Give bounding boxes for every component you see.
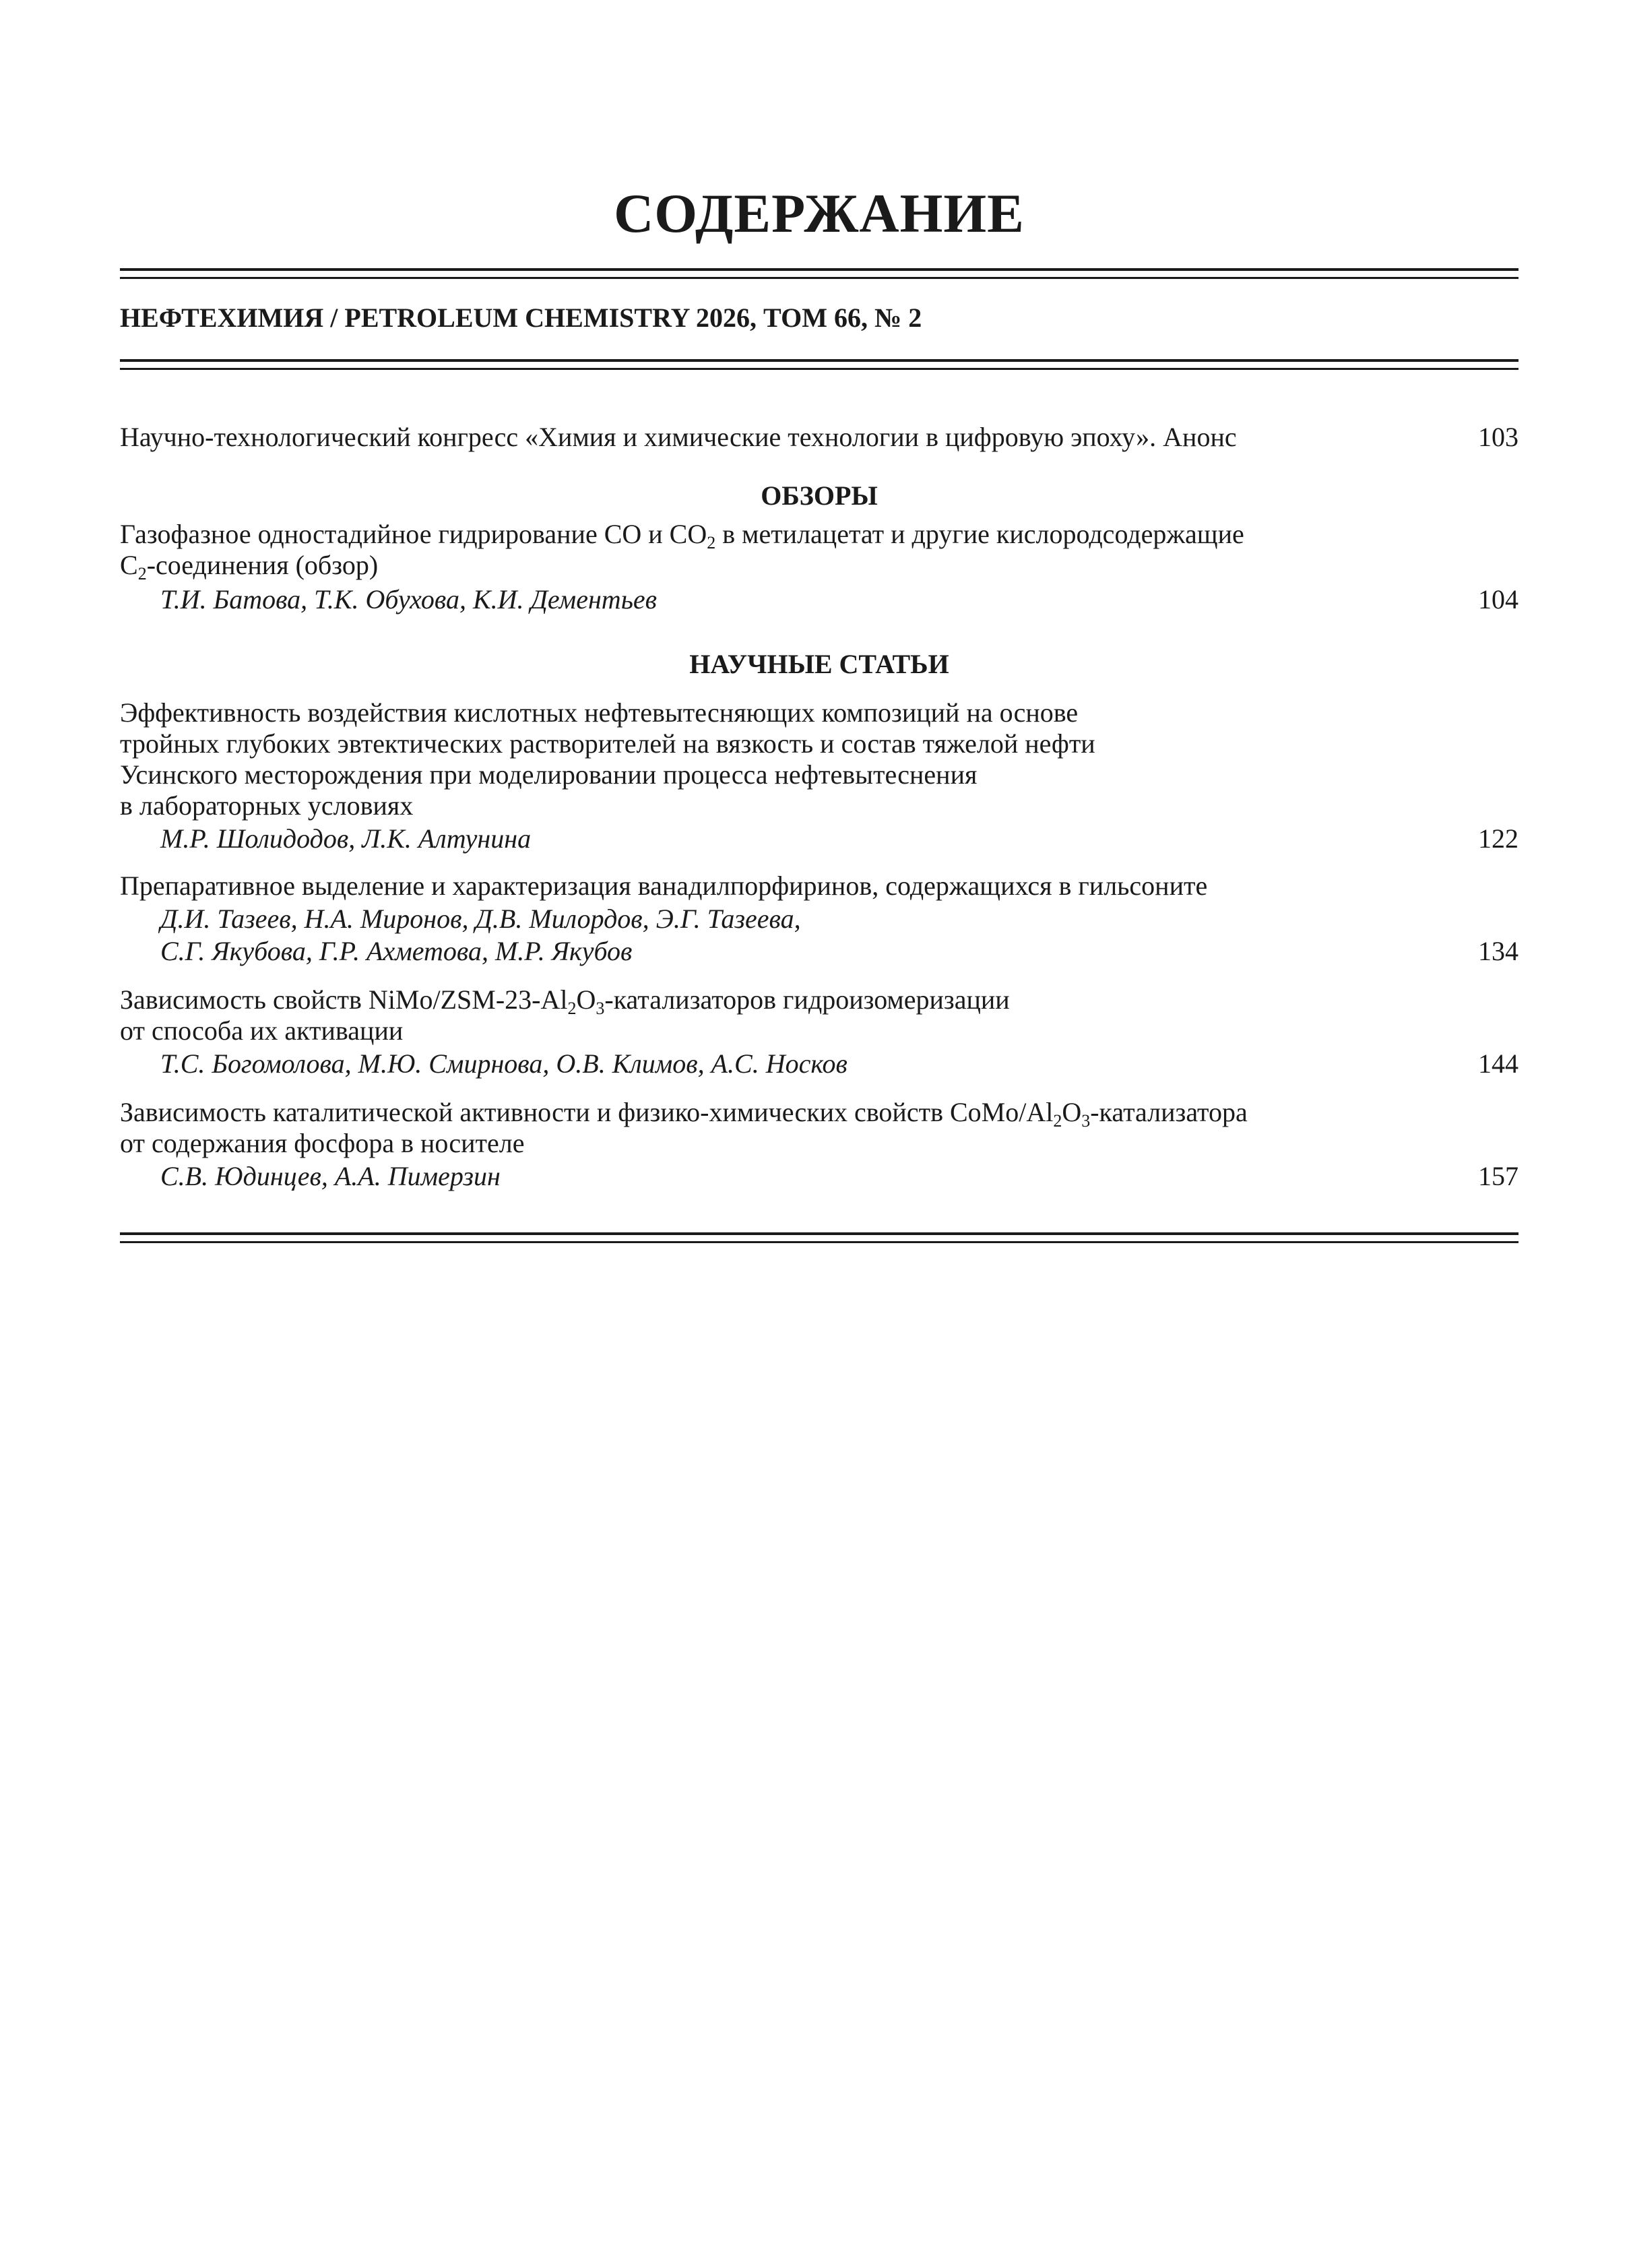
entry-page-number: 122 (1478, 823, 1518, 854)
entry-page-number: 157 (1478, 1161, 1518, 1191)
entry-title-line: Препаративное выделение и характеризация ванадилпорфиринов, содержащихся в гильсоните (120, 871, 1208, 901)
entry-authors: С.В. Юдинцев, А.А. Пимерзин 157 (160, 1161, 1518, 1191)
entry-title-line: Усинского месторождения при моделировании процесса нефтевытеснения (120, 759, 978, 790)
page-title: СОДЕРЖАНИЕ (614, 183, 1025, 244)
entry-title-line: от способа их активации (120, 1015, 404, 1046)
entry-page-number: 144 (1478, 1048, 1518, 1079)
entry-authors: Т.И. Батова, Т.К. Обухова, К.И. Дементьев 104 (160, 584, 1518, 615)
section-heading-reviews: ОБЗОРЫ (761, 480, 878, 511)
entry-page-number: 103 (1478, 422, 1518, 452)
entry-authors: М.Р. Шолидодов, Л.К. Алтунина 122 (160, 823, 1518, 854)
entry-authors: Т.С. Богомолова, М.Ю. Смирнова, О.В. Климов, А.С. Носков 144 (160, 1048, 1518, 1079)
entry-title-line: Газофазное одностадийное гидрирование CO и $CO_2$ в метилацетат и другие кислородсодержащие (120, 519, 1244, 553)
top-double-rule (120, 268, 1518, 280)
header-double-rule (120, 359, 1518, 371)
bottom-double-rule (120, 1232, 1518, 1244)
entry-page-number: 104 (1478, 584, 1518, 615)
entry-title: Научно-технологический конгресс «Химия и химические технологии в цифровую эпоху». Анонс (120, 422, 1237, 452)
entry-title-line: от содержания фосфора в носителе (120, 1128, 525, 1158)
entry-authors: С.Г. Якубова, Г.Р. Ахметова, М.Р. Якубов 134 (160, 936, 1518, 966)
section-heading-articles: НАУЧНЫЕ СТАТЬИ (689, 649, 949, 679)
entry-title-line: тройных глубоких эвтектических растворителей на вязкость и состав тяжелой нефти (120, 728, 1095, 759)
entry-page-number: 134 (1478, 936, 1518, 966)
entry-authors: Д.И. Тазеев, Н.А. Миронов, Д.В. Милордов, Э.Г. Тазеева, (160, 904, 801, 934)
entry-title-line: Зависимость свойств NiMo/$ZSM-23-Al_2O_3$-катализаторов гидроизомеризации (120, 984, 1010, 1018)
journal-line: НЕФТЕХИМИЯ / PETROLEUM CHEMISTRY 2026, ТОМ 66, № 2 (120, 303, 922, 333)
entry-title-line: Эффективность воздействия кислотных нефтевытесняющих композиций на основе (120, 697, 1079, 728)
entry-title-line: в лабораторных условиях (120, 790, 414, 821)
entry-title-line: $C_2$-соединения (обзор) (120, 550, 379, 584)
toc-entry-announce[interactable] (120, 422, 1518, 453)
entry-title-line: Зависимость каталитической активности и физико-химических свойств CoMo/$Al_2O_3$-катализатора (120, 1097, 1248, 1131)
